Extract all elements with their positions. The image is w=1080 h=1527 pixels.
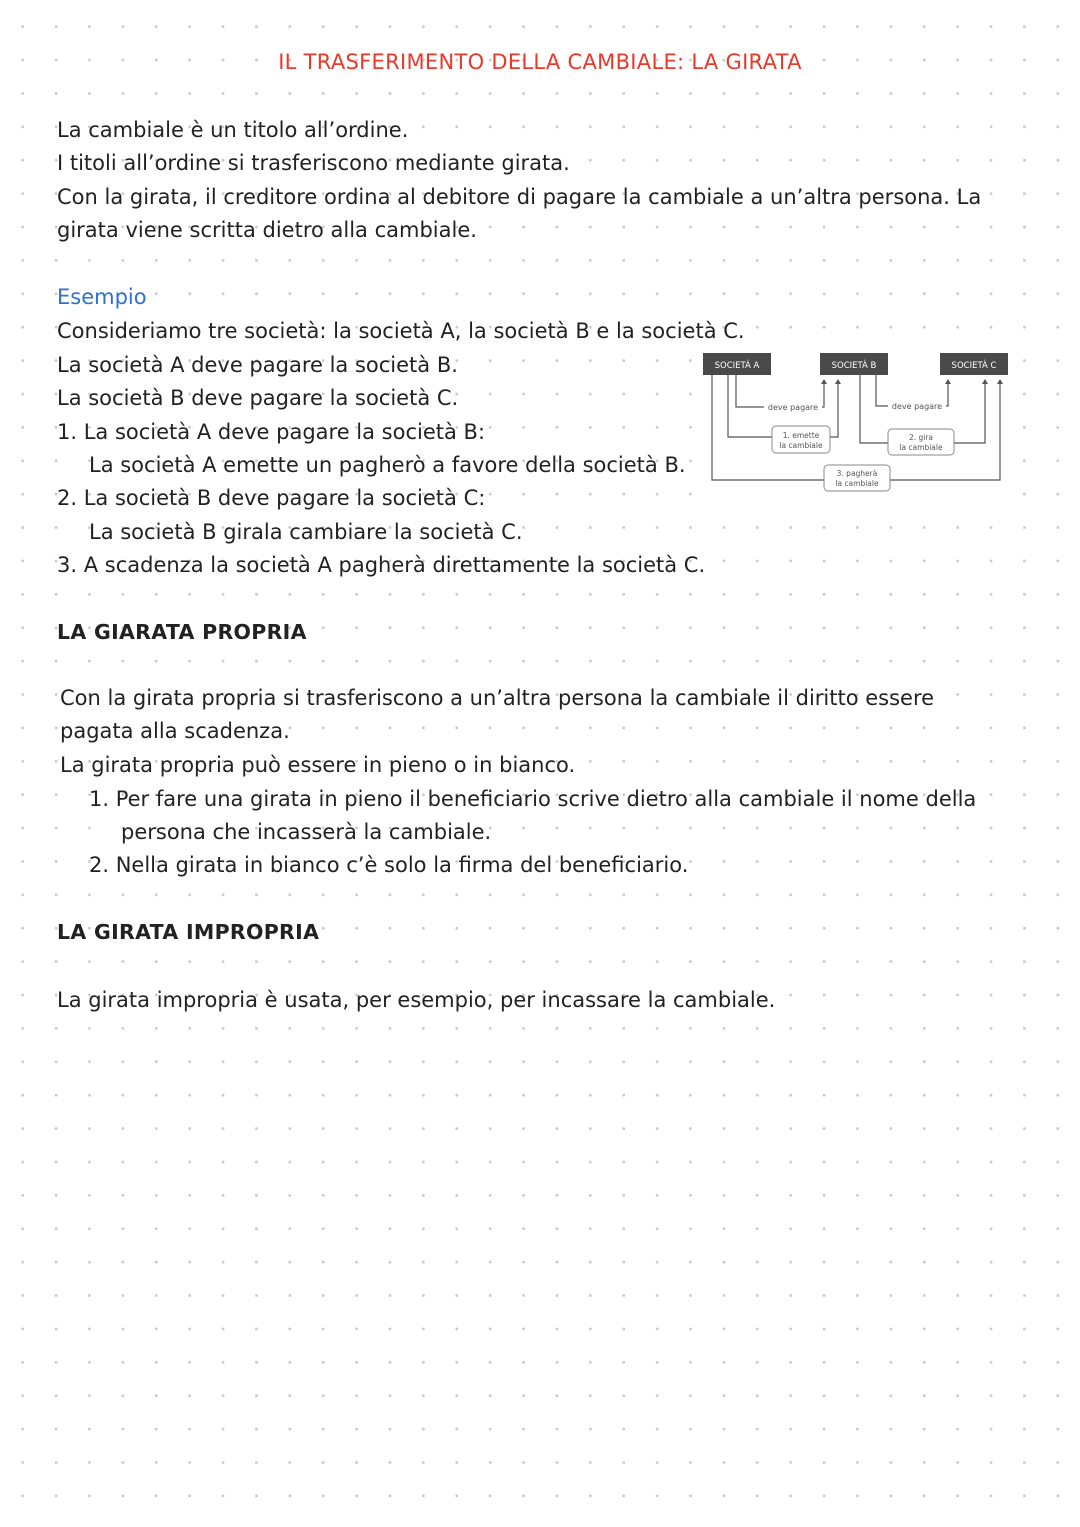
propria-list-item: persona che incasserà la cambiale.: [121, 820, 492, 844]
step1-label: la cambiale: [779, 441, 823, 450]
impropria-line: La girata impropria è usata, per esempio, per incassare la cambiale.: [57, 988, 776, 1012]
debt-a-b-label: deve pagare: [767, 403, 819, 412]
page-title: IL TRASFERIMENTO DELLA CAMBIALE: LA GIRATA: [278, 50, 802, 74]
propria-list-item: 2. Nella girata in bianco c’è solo la firma del beneficiario.: [89, 853, 689, 877]
example-line: La società B deve pagare la società C.: [57, 386, 459, 410]
step1-label: 1. emette: [782, 431, 820, 440]
intro-line: La cambiale è un titolo all’ordine.: [57, 118, 409, 142]
example-heading: Esempio: [57, 285, 147, 309]
propria-line: La girata propria può essere in pieno o in bianco.: [60, 753, 576, 777]
step2-label: 2. gira: [908, 433, 934, 442]
example-step: 1. La società A deve pagare la società B:: [57, 420, 486, 444]
section-heading-impropria: LA GIRATA IMPROPRIA: [57, 920, 320, 944]
example-line: La società A deve pagare la società B.: [57, 353, 458, 377]
step3-label: 3. pagherà: [836, 469, 878, 478]
example-line: La società B girala cambiare la società C.: [89, 520, 523, 544]
example-step: 2. La società B deve pagare la società C:: [57, 486, 486, 510]
example-line: Consideriamo tre società: la società A, la società B e la società C.: [57, 319, 745, 343]
step2-label: la cambiale: [899, 443, 943, 452]
section-heading-propria: LA GIARATA PROPRIA: [57, 620, 307, 644]
intro-line: girata viene scritta dietro alla cambiale.: [57, 218, 477, 242]
society-a-label: SOCIETÀ A: [714, 361, 760, 371]
society-c-label: SOCIETÀ C: [951, 361, 997, 371]
intro-line: Con la girata, il creditore ordina al debitore di pagare la cambiale a un’altra persona. La: [57, 185, 982, 209]
propria-list-item: 1. Per fare una girata in pieno il beneficiario scrive dietro alla cambiale il nome della: [89, 787, 977, 811]
debt-b-c-label: deve pagare: [891, 402, 943, 411]
society-b-label: SOCIETÀ B: [831, 361, 877, 371]
example-line: La società A emette un pagherò a favore della società B.: [89, 453, 686, 477]
propria-line: pagata alla scadenza.: [60, 719, 290, 743]
transfer-diagram: [698, 347, 1014, 509]
step3-label: la cambiale: [835, 479, 879, 488]
example-step: 3. A scadenza la società A pagherà direttamente la società C.: [57, 553, 706, 577]
propria-line: Con la girata propria si trasferiscono a un’altra persona la cambiale il diritto essere: [60, 686, 935, 710]
intro-line: I titoli all’ordine si trasferiscono mediante girata.: [57, 151, 570, 175]
